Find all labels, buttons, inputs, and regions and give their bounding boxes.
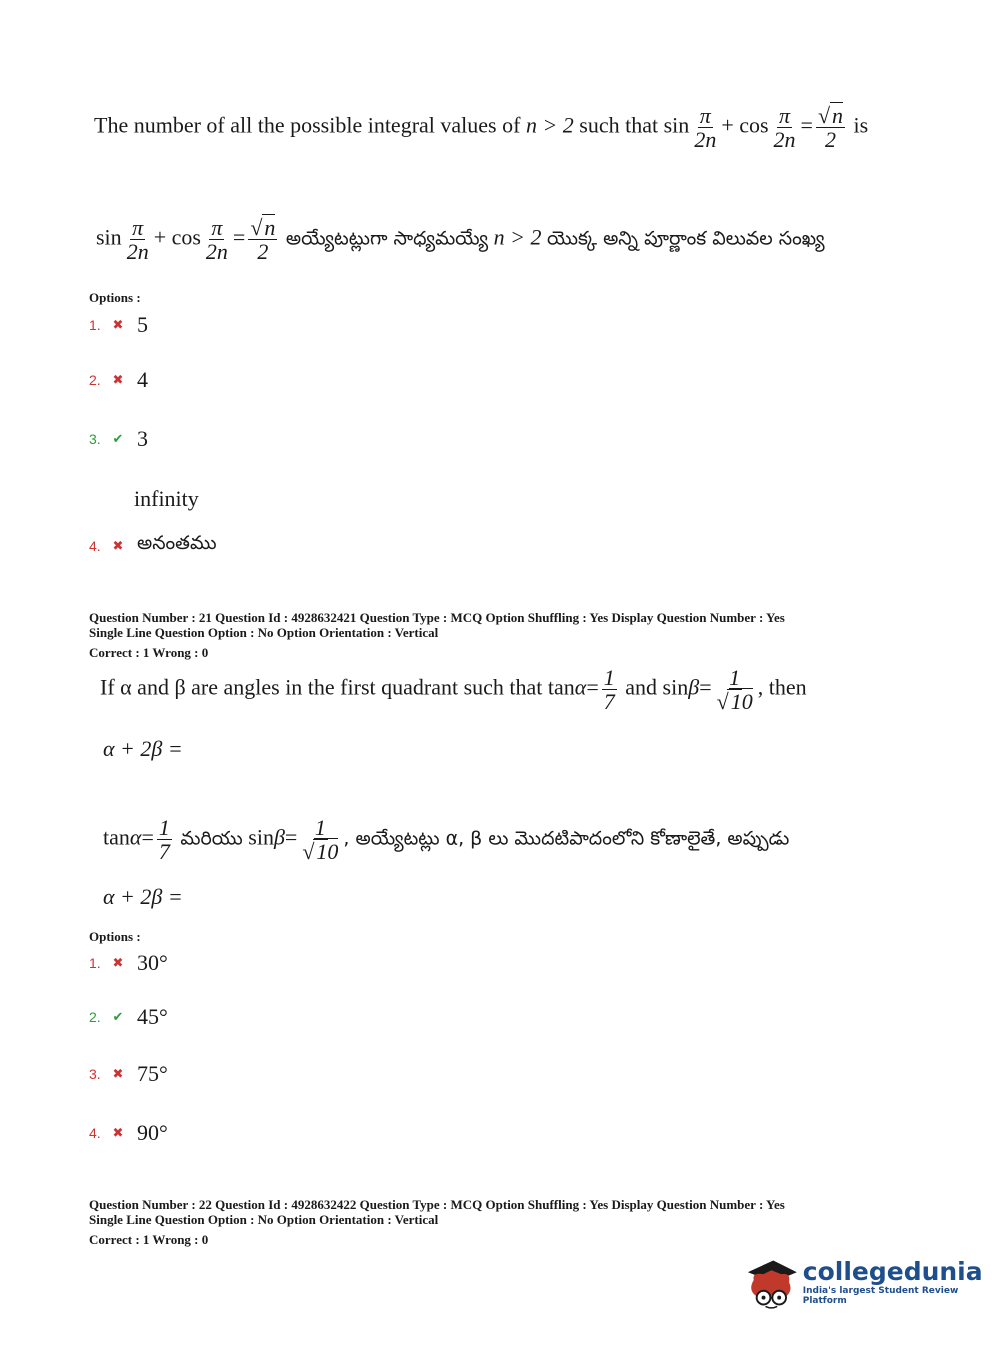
sqrt-sign: √ <box>250 215 263 240</box>
frac-den: 2n <box>126 239 149 265</box>
sqrt-sign: √ <box>817 103 831 128</box>
q21-meta-line2: Single Line Question Option : No Option Orientation : Vertical <box>89 625 439 640</box>
sqrt-arg: n <box>264 215 276 240</box>
wrong-icon: ✖ <box>112 1066 124 1081</box>
q21-te-and: మరియు <box>180 827 243 850</box>
wrong-icon: ✖ <box>112 1125 124 1140</box>
q21-te-sin: sin <box>248 824 274 850</box>
q20-condition: n > 2 <box>525 112 574 138</box>
option-text: 5 <box>137 312 148 337</box>
q21-te-frac-1-sqrt10 <box>300 816 340 863</box>
q20-option-1[interactable] <box>89 312 148 338</box>
frac-num: 1 <box>603 665 615 690</box>
q20-option-4-english: infinity <box>134 486 199 511</box>
option-number: 2. <box>89 1009 101 1025</box>
q21-expression: α + 2β = <box>103 736 183 761</box>
q22-meta-line2: Single Line Question Option : No Option Orientation : Vertical <box>89 1212 439 1227</box>
q21-te-expression: α + 2β = <box>103 884 183 909</box>
frac-num <box>248 216 277 240</box>
q20-english-question <box>94 104 868 151</box>
q20-te-frac-c <box>248 216 277 263</box>
q21-alpha: α <box>574 674 587 700</box>
q21-option-2[interactable] <box>89 1004 168 1030</box>
q20-eq: = <box>800 112 813 138</box>
q20-option-4[interactable] <box>89 532 217 559</box>
q21-te-tan: tan <box>103 824 130 850</box>
q20-such-that: such that <box>579 112 659 138</box>
sqrt-arg: n <box>832 103 844 128</box>
q20-option-3[interactable] <box>89 426 148 452</box>
q21-frac-1-sqrt10 <box>715 666 755 713</box>
q21-then: , then <box>757 674 807 700</box>
option-text: 4 <box>137 367 148 392</box>
q21-option-3[interactable] <box>89 1061 168 1087</box>
q20-cos: + cos <box>721 112 769 138</box>
q22-meta-line1: Question Number : 22 Question Id : 4928632422 Question Type : MCQ Option Shuffling : Yes Display Question Number : Yes <box>89 1197 785 1212</box>
q20-option-2[interactable] <box>89 367 148 393</box>
sqrt-arg: 10 <box>730 689 753 715</box>
q21-english-question <box>100 666 807 713</box>
check-icon: ✔ <box>112 431 124 446</box>
q21-and: and <box>625 674 658 700</box>
q20-frac-sqrtn-2 <box>816 104 845 151</box>
frac-num: π <box>211 215 223 240</box>
option-number: 1. <box>89 955 101 971</box>
q21-tan: tan <box>547 674 575 700</box>
q20-options-label: Options : <box>89 290 141 305</box>
q21-meta-line1: Question Number : 21 Question Id : 4928632421 Question Type : MCQ Option Shuffling : Yes Display Question Number : Yes <box>89 610 785 625</box>
q20-is: is <box>853 112 869 138</box>
frac-den: 7 <box>158 839 170 865</box>
frac-num: 1 <box>314 815 326 840</box>
option-number: 2. <box>89 372 101 388</box>
q20-english-prefix: The number of all the possible integral values of <box>94 112 521 138</box>
frac-num: π <box>699 103 711 128</box>
q21-te-eq: = <box>141 824 154 850</box>
frac-num: π <box>132 215 144 240</box>
q21-te-beta: β <box>273 824 285 850</box>
q20-te-sin: sin <box>96 224 122 250</box>
frac-den: 2n <box>205 239 228 265</box>
option-text: 3 <box>137 426 148 451</box>
frac-den: 2n <box>694 127 717 153</box>
q21-te-mid: , అయ్యేటట్లు α, β లు మొదటిపాదంలోని కోణాలైతే, అప్పుడు <box>343 827 790 850</box>
q21-beta: β <box>688 674 700 700</box>
q20-te-cos: + cos <box>153 224 201 250</box>
q21-eq: = <box>586 674 599 700</box>
q21-te-alpha: α <box>129 824 142 850</box>
option-number: 3. <box>89 431 101 447</box>
q21-option-1[interactable] <box>89 950 168 976</box>
q21-options-label: Options : <box>89 929 141 944</box>
option-text: 75° <box>137 1061 168 1086</box>
q20-frac-pi-2n-a <box>692 104 718 151</box>
frac-den: 7 <box>603 689 615 715</box>
q21-eq2: = <box>699 674 712 700</box>
q21-te-eq2: = <box>284 824 298 850</box>
frac-num: 1 <box>158 815 170 840</box>
option-text-telugu: అనంతము <box>137 532 217 554</box>
logo-title: collegedunia <box>802 1256 983 1286</box>
logo-tagline: India's largest Student Review Platform <box>802 1285 959 1306</box>
q20-te-frac-a <box>125 216 151 263</box>
frac-num: π <box>779 103 791 128</box>
q20-te-tail: యొక్క అన్ని పూర్ణాంక విలువల సంఖ్య <box>546 227 825 250</box>
wrong-icon: ✖ <box>112 372 124 387</box>
frac-num: 1 <box>729 665 741 690</box>
option-number: 1. <box>89 317 101 333</box>
frac-den <box>300 840 340 863</box>
q20-te-eq: = <box>232 224 246 250</box>
frac-den: 2 <box>825 127 836 153</box>
q21-telugu-question <box>103 816 789 863</box>
q20-te-frac-b <box>204 216 230 263</box>
check-icon: ✔ <box>112 1009 124 1024</box>
q20-telugu-question <box>96 216 825 263</box>
option-text: 90° <box>137 1120 168 1145</box>
q20-te-text: అయ్యేటట్లుగా సాధ్యమయ్యే <box>285 227 489 250</box>
q21-meta-line3: Correct : 1 Wrong : 0 <box>89 645 209 660</box>
q21-sin: sin <box>662 674 689 700</box>
frac-den <box>715 690 755 713</box>
logo-text <box>803 1257 1001 1306</box>
q21-prefix: If α and β are angles in the first quadrant such that <box>100 674 543 700</box>
sqrt-arg: 10 <box>316 839 339 865</box>
option-text: 45° <box>137 1004 168 1029</box>
q21-te-frac-1-7 <box>157 816 172 863</box>
wrong-icon: ✖ <box>112 537 124 553</box>
option-text: 30° <box>137 950 168 975</box>
q20-sin: sin <box>663 112 690 138</box>
q21-frac-1-7 <box>602 666 617 713</box>
q21-option-4[interactable] <box>89 1120 168 1146</box>
sqrt-sign: √ <box>302 839 315 865</box>
wrong-icon: ✖ <box>112 955 124 970</box>
wrong-icon: ✖ <box>112 317 124 332</box>
option-number: 4. <box>89 537 101 554</box>
option-number: 4. <box>89 1125 101 1141</box>
frac-num <box>816 104 845 128</box>
frac-den: 2 <box>257 239 269 265</box>
frac-den: 2n <box>773 127 796 153</box>
q20-frac-pi-2n-b <box>772 104 798 151</box>
sqrt-sign: √ <box>716 689 729 715</box>
q20-te-cond: n > 2 <box>493 224 542 250</box>
option-number: 3. <box>89 1066 101 1082</box>
q22-meta-line3: Correct : 1 Wrong : 0 <box>89 1232 209 1247</box>
mascot-icon <box>742 1250 799 1312</box>
collegedunia-logo <box>742 1250 1001 1312</box>
